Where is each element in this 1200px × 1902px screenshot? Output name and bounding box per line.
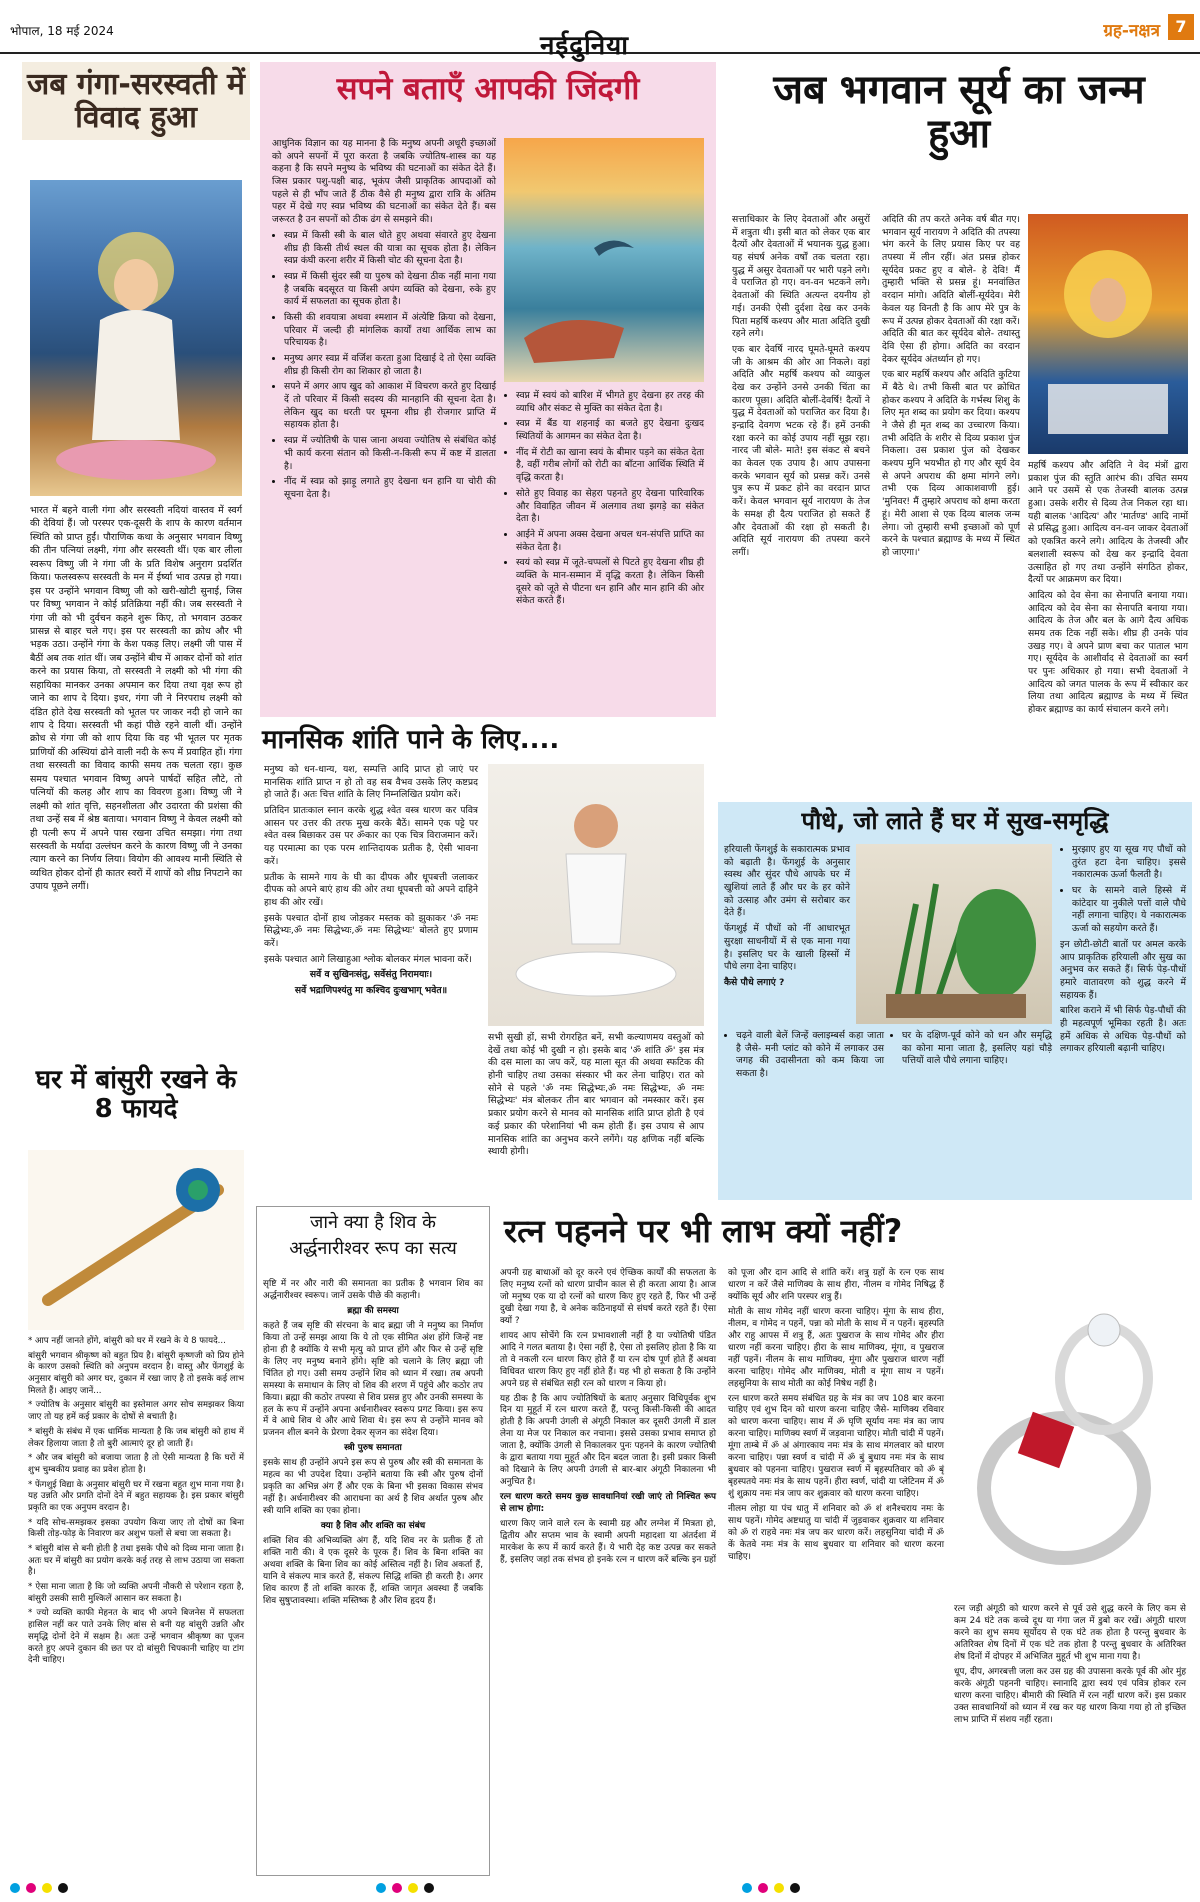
list-item: • मनुष्य अगर स्वप्न में वर्जिश करता हुआ दिखाई दे तो ऐसा व्यक्ति शीघ्र ही किसी रोग का शिकार हो जाता है।: [284, 353, 496, 378]
ratna-article: [494, 1206, 1192, 1874]
shiv-para: सृष्टि में नर और नारी की समानता का प्रतीक है भगवान शिव का अर्द्धनारीश्वर स्वरूप। जानें उसके पीछे की कहानी।: [263, 1279, 483, 1301]
ring-image: [954, 1268, 1186, 1598]
shanti-para: प्रतीक के सामने गाय के घी का दीपक और धूपबत्ती जलाकर दीपक को अपने बाएं हाथ की ओर तथा धूपबत्ती को अपने दाहिने हाथ की ओर रखें।: [264, 871, 478, 908]
section-name: ग्रह-नक्षत्र: [1103, 21, 1160, 41]
register-dot: [742, 1883, 752, 1893]
paudhe-headline: पौधे, जो लाते हैं घर में सुख-समृद्धि: [801, 807, 1109, 835]
shanti-para: मनुष्य को धन-धान्य, यश, सम्पत्ति आदि प्राप्त हो जाएं पर मानसिक शांति प्राप्त न हो तो वह सब वैभव उसके लिए कष्टप्रद हो जाते हैं। अतः चित्त शांति के लिए निम्नलिखित प्रयोग करें।: [264, 764, 478, 801]
shanti-para: इसके पश्चात दोनों हाथ जोड़कर मस्तक को झुकाकर 'ॐ नमः सिद्धेभ्यः,ॐ नमः सिद्धेभ्यः,ॐ नमः सिद्धेभ्यः' बोलते हुए प्रणाम करें।: [264, 912, 478, 949]
list-item: • मुरझाए हुए या सूख गए पौधों को तुरंत हटा देना चाहिए। इससे नकारात्मक ऊर्जा फैलती है।: [1072, 844, 1186, 882]
surya-para: महर्षि कश्यप और अदिति ने वेद मंत्रों द्वारा प्रकाश पुंज की स्तुति आरंभ की। उचित समय आने पर उसमें से एक तेजस्वी बालक उत्पन्न हुआ। उसके शरीर से दिव्य तेज निकल रहा था। यही बालक 'आदित्य' और 'मार्तण्ड' आदि नामों से प्रसिद्ध हुआ। आदित्य वन-वन जाकर देवताओं को एकत्रित करने लगे। आदित्य के तेजस्वी और बलशाली स्वरूप को देख कर इन्द्रादि देवता उत्साहित हो गए तथा उन्होंने संगठित होकर, दैत्यों पर आक्रमण कर दिया।: [1028, 460, 1188, 586]
paudhe-para: बारिश कराने में भी सिर्फ पेड़-पौधों की ही महत्वपूर्ण भूमिका रहती है। अतः हमें अधिक से अधिक पेड़-पौधों को लगाकर हरियाली बढ़ानी चाहिए।: [1060, 1005, 1186, 1055]
plants-image: [856, 844, 1052, 1024]
surya-para: एक बार देवर्षि नारद घूमते-घूमते कश्यप जी के आश्रम की ओर आ निकले। वहां अदिति और महर्षि कश्यप को व्याकुल देख कर उन्होंने उनसे उनकी चिंता का कारण पूछा। अदिति बोलीं-देवर्षि! दैत्यों ने युद्ध में देवताओं को पराजित कर दिया है। इन्द्रादि देवगण भटक रहे हैं। हमें उनकी रक्षा करने का कोई उपाय नहीं सूझ रहा। नारद जी बोले- माते! इस संकट से बचने का केवल एक उपाय है। आप उपासना करके भगवान सूर्य को प्रसन्न करें। उनसे पुत्र रूप में प्रकट होने का वरदान प्राप्त करें। केवल भगवान सूर्य नारायण के तेज के समक्ष ही दैत्य पराजित हो सकते हैं और देवताओं की रक्षा हो सकती है। अदिति सूर्य नारायण की तपस्या करने लगीं।: [732, 343, 870, 558]
registration-bar: [0, 1878, 1200, 1900]
list-item: • नींद में रोटी का खाना स्वयं के बीमार पड़ने का संकेत देता है, वहीं गरीब लोगों को रोटी का बाँटना आर्थिक स्थिति में वृद्धि करता है।: [516, 447, 704, 485]
surya-para: अदिति की तप करते अनेक वर्ष बीत गए। भगवान सूर्य नारायण ने अदिति की तपस्या भंग करने के लिए प्रयास किए पर वह तपस्या में लीन रहीं। अंत प्रसन्न होकर सूर्यदेव प्रकट हुए व बोले- हे देवि! मैं तुम्हारी भक्ति से प्रसन्न हूं। मनवांछित वरदान मांगो। अदिति बोलीं-सूर्यदेव। मेरी केवल यह विनती है कि आप मेरे पुत्र के रूप में उत्पन्न होकर देवताओं की रक्षा करें। अदिति की बात कर सूर्यदेव बोले- तथास्तु देवि ऐसा ही होगा। अदिति का वरदान देकर सूर्यदेव अंतर्ध्यान हो गए।: [882, 214, 1020, 365]
ratna-para: अपनी ग्रह बाधाओं को दूर करने एवं ऐच्छिक कार्यों की सफलता के लिए मनुष्य रत्नों को धारण प्राचीन काल से ही करता आया है। आज जो मनुष्य एक या दो रत्नों को धारण किए हुए रहते हैं, फिर भी उन्हें दुखी देखा गया है, वे अनेक कठिनाइयों से संघर्ष करते रहते हैं। ऐसा क्यों ?: [500, 1268, 716, 1326]
shiv-para: शक्ति शिव की अभिव्यक्ति अंग हैं, यदि शिव नर के प्रतीक हैं तो शक्ति नारी की। वे एक दूसरे के पूरक हैं। शिव के बिना शक्ति का अथवा शक्ति के बिना शिव का कोई अस्तित्व नहीं है। शिव अकर्ता हैं, यानि वे संकल्प मात्र करते हैं, संकल्प सिद्धि शक्ति ही करती है। अगर शिव कारण हैं तो शक्ति कारक हैं, शक्ति जागृत अवस्था हैं जबकि शिव सुषुप्तावस्था। शक्ति मस्तिष्क है और शिव हृदय हैं।: [263, 1536, 483, 1606]
flute-icon: [28, 1150, 244, 1330]
masthead: [0, 0, 1200, 61]
list-item: • स्वयं को स्वप्न में जूते-चप्पलों से पिटते हुए देखना शीघ्र ही व्यक्ति के मान-सम्मान में वृद्धि करता है। लेकिन किसी दूसरे को जूते से पीटना धन हानि और मान हानि की ओर संकेत करते हैं।: [516, 557, 704, 608]
shiv-subhead: क्या है शिव और शक्ति का संबंध: [320, 1521, 426, 1532]
paudhe-subhead: कैसे पौधे लगाएं ?: [724, 976, 785, 988]
register-dot: [392, 1883, 402, 1893]
flute-image: [28, 1150, 244, 1330]
paudhe-article: [718, 802, 1192, 1200]
list-item: • किसी की शवयात्रा अथवा श्मशान में अंत्येष्टि क्रिया को देखना, परिवार में जल्दी ही मांगलिक कार्यों तथा आर्थिक लाभ का परिचायक है।: [284, 312, 496, 350]
register-dot: [376, 1883, 386, 1893]
sapne-article: [260, 62, 716, 717]
ratna-para: रत्न धारण करते समय संबंधित ग्रह के मंत्र का जप 108 बार करना चाहिए एवं शुभ दिन को धारण करना चाहिए जैसे- माणिक्य रविवार को धारण करना चाहिए। साथ में ॐ घृणि सूर्याय नमः मंत्र का जाप करना चाहिए। माणिक्य स्वर्ण में जड़वाना चाहिए। मोती चांदी में पहनें। मूंगा ताम्बे में ॐ अं अंगारकाय नमः मंत्र के साथ मंगलवार को धारण करना चाहिए। पन्ना स्वर्ण व चांदी में ॐ बुं बुधाय नमः मंत्र के साथ बुधवार को पहनना चाहिए। पुखराज स्वर्ण में बृहस्पतिवार को ॐ बृं बृहस्पतये नमः मंत्र के साथ पहनें। हीरा स्वर्ण, चांदी या प्लेटिनम में ॐ शुं शुक्राय नमः मंत्र जाप कर शुक्रवार को धारण करना चाहिए।: [728, 1393, 944, 1500]
ratna-para: मोती के साथ गोमेद नहीं धारण करना चाहिए। मूंगा के साथ हीरा, नीलम, व गोमेद न पहनें, पन्ना को मोती के साथ में न पहनें। बृहस्पति और राहु आपस में शत्रु हैं, अतः पुखराज के साथ गोमेद और हीरा धारण नहीं करना चाहिए। हीरा के साथ माणिक्य, मूंगा, व पुखराज नहीं पहनें। नीलम के साथ माणिक्य, मूंगा और पुखराज धारण नहीं करना चाहिए। गोमेद और माणिक्य, मोती व मूंगा साथ न पहनें। लहसुनिया के साथ मोती का कोई निषेध नहीं है।: [728, 1306, 944, 1389]
register-dot: [58, 1883, 68, 1893]
list-item: • आईने में अपना अक्स देखना अचल धन-संपत्ति प्राप्ति का संकेत देता है।: [516, 529, 704, 554]
shloka-line: सर्वे व सुखिनःसंतु, सर्वेसंतु निरामयाः।: [309, 969, 433, 981]
shanti-para: सभी सुखी हों, सभी रोगरहित बनें, सभी कल्याणमय वस्तुओं को देखें तथा कोई भी दुखी न हो। इसके बाद 'ॐ शांति ॐ' इस मंत्र की दस माला का जप करें, यह माला सूत की अथवा स्फटिक की होनी चाहिए तथा उसका संस्कार भी कर लेना चाहिए। रात को सोने से पहले 'ॐ नमः सिद्धेभ्यः,ॐ नमः सिद्धेभ्यः, ॐ नमः सिद्धेभ्यः' मंत्र बोलकर तीन बार भगवान को नमस्कार करें। इस प्रकार प्रयोग करने से मानव को मानसिक शांति प्राप्त होती है एवं कई प्रकार की परेशानियां भी कम होती हैं। इस उपाय से आप मानसिक शांति का अनुभव करने लगेंगे। यह क्षणिक नहीं बल्कि स्थायी होगी।: [488, 1032, 704, 1158]
register-dot: [10, 1883, 20, 1893]
ratna-para: नीलम लोहा या पंच धातु में शनिवार को ॐ शं शनैश्चराय नमः के साथ पहनें। गोमेद अष्टधातु या चांदी में जुड़वाकर शुक्रवार या शनिवार को ॐ रां राहवे नमः मंत्र जप कर धारण करें। लहसुनिया चांदी में ॐ कें केतवे नमः मंत्र के साथ बुधवार या शनिवार को धारण करना चाहिए।: [728, 1504, 944, 1562]
list-item: • स्वप्न में किसी स्त्री के बाल धोते हुए अथवा संवारते हुए देखना शीघ्र ही किसी तीर्थ स्थल की यात्रा का सूचक होता है। लेकिन स्वप्न कंघी करना शरीर में किसी चोट की सूचना देता है।: [284, 230, 496, 268]
shiv-headline-line2: अर्द्धनारीश्वर रूप का सत्य: [289, 1237, 457, 1259]
ratna-para: रत्न जड़ी अंगूठी को धारण करने से पूर्व उसे शुद्ध करने के लिए कम से कम 24 घंटे तक कच्चे दूध या गंगा जल में डुबो कर रखें। अंगूठी धारण करने का शुभ समय सूर्योदय से एक घंटे तक होता है परन्तु बुधवार के अतिरिक्त शेष दिनों में एक घंटे तक होता है परन्तु बुधवार के अतिरिक्त शेष दिनों में दोपहर में अभिजित मुहूर्त भी शुभ माना गया है।: [954, 1604, 1186, 1662]
dream-painting: [504, 138, 704, 382]
list-item: • चढ़ने वाली बेलें जिन्हें क्लाइम्बर्स कहा जाता है जैसे- मनी प्लांट को कोने में लगाकर उस जगह की उदासीनता को कम किया जा सकता है।: [736, 1030, 884, 1081]
surya-para: आदित्य को देव सेना का सेनापति बनाया गया। आदित्य को देव सेना का सेनापति बनाया गया। आदित्य के तेज और बल के आगे दैत्य अधिक समय तक टिक नहीं सके। शीघ्र ही उनके पांव उखड़ गए। वे अपने प्राण बचा कर पाताल भाग गए। सूर्यदेव के आशीर्वाद से देवताओं का स्वर्ग पर पुनः अधिकार हो गया। सभी देवताओं ने आदित्य को जगत पालक के रूप में स्वीकार कर लिया तथा आदित्य ब्रह्माण्ड के मध्य में स्थित होकर ब्रह्माण्ड का कार्य संचालन करने लगे।: [1028, 589, 1188, 716]
ganga-article: [22, 62, 250, 1057]
shanti-para: इसके पश्चात आगे लिखाहुआ श्लोक बोलकर मंगल भावना करें।: [264, 953, 472, 965]
list-item: * बांसुरी के संबंध में एक धार्मिक मान्यता है कि जब बांसुरी को हाथ में लेकर हिलाया जाता है तो बुरी आत्माएं दूर हो जाती हैं।: [28, 1426, 244, 1449]
sun-god-icon: [1028, 214, 1188, 454]
plant-icon: [856, 844, 1052, 1024]
page-number: 7: [1168, 14, 1194, 40]
ratna-subhead: रत्न धारण करते समय कुछ सावधानियां रखी जाएं तो निश्चित रूप से लाभ होगा:: [500, 1492, 716, 1515]
register-dot: [790, 1883, 800, 1893]
saraswati-image: [30, 180, 242, 496]
list-item: • स्वप्न में किसी सुंदर स्त्री या पुरुष को देखना ठीक नहीं माना गया है जबकि बदसूरत या किसी अपंग व्यक्ति को देखना, रुके हुए कार्य में सफलता का सूचक होता है।: [284, 271, 496, 309]
surya-para: सत्ताधिकार के लिए देवताओं और असुरों में शत्रुता थी। इसी बात को लेकर एक बार दैत्यों और देवताओं में भयानक युद्ध हुआ। यह संघर्ष अनेक वर्षों तक चलता रहा। युद्ध में असुर देवताओं पर भारी पड़ने लगे। वे पराजित हो गए। वन-वन भटकने लगे। देवताओं की स्थिति अत्यन्त दयनीय हो गई। उनकी ऐसी दुर्दशा देख कर उनके पिता महर्षि कश्यप और माता अदिति दुखी रहने लगे।: [732, 214, 870, 340]
list-item: • स्वप्न में ज्योतिषी के पास जाना अथवा ज्योतिष से संबंधित कोई भी कार्य करना संतान को किसी-न-किसी रूप में कष्ट में डालता है।: [284, 435, 496, 473]
shiv-headline-line1: जाने क्या है शिव के: [310, 1212, 436, 1233]
list-item: * आप नहीं जानते होंगे, बांसुरी को घर में रखने के ये 8 फायदे...: [28, 1336, 226, 1346]
shiv-para: कहते हैं जब सृष्टि की संरचना के बाद ब्रह्मा जी ने मनुष्य का निर्माण किया तो उन्हें समझ आया कि ये तो एक सीमित अंश होंगे जिन्हें नष्ट होना ही है क्योंकि ये सभी मृत्यु को प्राप्त होंगे और फिर से उन्हें सृष्टि के लिए नए मनुष्य बनाने होंगे। सृष्टि को चलाने के लिए ब्रह्मा जी चिंतित हो गए। उसी समय उन्होंने शिव को ध्यान में रखा। तब अपनी समस्या के समाधान के लिए वो शिव की शरण में पहुंचे और कठोर तप किया। ब्रह्मा की कठोर तपस्या से शिव प्रसन्न हुए और उनकी समस्या के हल के रूप में उन्होंने अपना अर्धनारीश्वर स्वरूप प्रगट किया। इस रूप में वे आधे शिव थे और आधे शिवा थे। इस रूप से उन्होंने मानव को प्रजनन शील बनने के प्रेरणा देकर सृजन का संदेश दिया।: [263, 1320, 483, 1439]
ganga-body: भारत में बहने वाली गंगा और सरस्वती नदियां वास्तव में स्वर्ग की देवियां हैं। जो परस्पर एक-दूसरी के शाप के कारण वर्तमान स्थिति को प्राप्त हुईं। पौराणिक कथा के अनुसार भगवान विष्णु की तीन पत्नियां लक्ष्मी, गंगा और सरस्वती थीं। एक बार लीला स्वरूप विष्णु जी ने गंगा जी के प्रति विशेष अनुराग प्रदर्शित किया। फलस्वरूप सरस्वती के मन में ईर्ष्या भाव उत्पन्न हो गया। इस पर उन्होंने भगवान विष्णु जी को खरी-खोटी सुनाई, जिस पर विष्णु भगवान ने कोई प्रतिक्रिया नहीं की। जब सरस्वती ने गंगा जी को भी दुर्वचन कहने शुरू किए, तो भगवान उठकर प्रासन्न से बाहर चले गए। इस पर सरस्वती का क्रोध और भी भड़क उठा। उन्होंने गंगा के केश पकड़ लिए। लक्ष्मी जी पास में बैठीं अब तक शांत थीं। जब उन्होंने बीच में आकर दोनों को शांत करने का प्रयास किया, तो सरस्वती ने लक्ष्मी को भी गंगा की सहायिका मानकर उनका अपमान कर दिया तथा वृक्ष रूप हो जाने का शाप दे दिया। इधर, गंगा जी ने निरपराध लक्ष्मी को दंडित होते देख सरस्वती को भूतल पर जाकर नदी हो जाने का शाप दे दिया। सरस्वती भी कहां पीछे रहने वाली थीं। उन्होंने क्रोध से गंगा जी को शाप दिया कि वह भी भूतल पर मृतक प्राणियों की अस्थियां ढोने वाली नदी के रूप में प्रवाहित हों। गंगा तथा सरस्वती का विवाद काफी समय तक चलता रहा। कुछ समय पश्चात भगवान विष्णु अपने पार्षदों सहित लौटे, तो पत्नियों की कलह और शाप का विवरण हुआ। विष्णु जी ने लक्ष्मी को शांत वृत्ति, सहनशीलता और उदारता की प्रशंसा की तथा उन्हें सब में श्रेष्ठ बताया। भगवान विष्णु ने केवल लक्ष्मी को ही पत्नी रूप में अपने पास रखना उचित समझा। गंगा तथा सरस्वती के मर्यादा उल्लंघन करने के कारण विष्णु जी ने उनका त्याग करने का निर्णय लिया। वियोग की आवश्य मानी स्थिति से व्यथित होकर दोनों ही कातर स्वरों में शापों को शीघ्र निपटाने का उपाय पूछने लगीं।: [30, 505, 242, 893]
list-item: * ऐसा माना जाता है कि जो व्यक्ति अपनी नौकरी से परेशान रहता है, बांसुरी उसकी सारी मुश्किलें आसान कर सकता है।: [28, 1582, 244, 1604]
shanti-article: [258, 722, 710, 1200]
register-dot: [26, 1883, 36, 1893]
list-item: • स्वप्न में स्वयं को बारिश में भीगते हुए देखना हर तरह की व्याधि और संकट से मुक्ति का संकेत देता है।: [516, 390, 704, 415]
register-dot: [408, 1883, 418, 1893]
shanti-headline: मानसिक शांति पाने के लिए....: [262, 725, 560, 755]
list-item: • सपने में अगर आप खुद को आकाश में विचरण करते हुए दिखाई दें तो परिवार में किसी सदस्य की मानहानि की सूचना देता है। लेकिन खुद का धरती पर घूमना शीघ्र ही रोजगार प्राप्ति में सहायक होता है।: [284, 381, 496, 432]
shiv-headline: [257, 1207, 489, 1265]
list-item: * ज्यो व्यक्ति काफी मेहनत के बाद भी अपने बिजनेस में सफलता हासिल नहीं कर पाते उनके लिए बांस से बनी यह बांसुरी उन्नति और समृद्धि दोनों देने में सक्षम है। अतः उन्हें भगवान श्रीकृष्ण का पूजन करते हुए अपने दुकान की छत पर दो बांसुरी चिपकानी चाहिए या टांग देनी चाहिए।: [28, 1608, 244, 1666]
paudhe-para: फेंगशुई में पौधों को नीं आधारभूत सुरक्षा साधनीयों में से एक माना गया है। इसलिए घर के खाली हिस्सों में पौधे लगा देना चाहिए।: [724, 923, 850, 973]
register-dot: [774, 1883, 784, 1893]
register-dot: [424, 1883, 434, 1893]
list-item: * यदि सोच-समझकर इसका उपयोग किया जाए तो दोषों का बिना किसी तोड़-फोड़ के निवारण कर अशुभ फलों से बचा जा सकता है।: [28, 1517, 244, 1540]
ratna-para: शायद आप सोचेंगे कि रत्न प्रभावशाली नहीं है या ज्योतिषी पंडित आदि ने गलत बताया है। ऐसा नहीं है, ऐसा तो इसलिए होता है कि या तो वे नकली रत्न धारण किए होते हैं या रत्न दोष पूर्ण होते हैं अथवा विधिवत धारण किए हुए नहीं होते हैं। यह भी हो सकता है कि उन्होंने अपने ग्रह से संबंधित सही रत्न को धारण न किया हो।: [500, 1330, 716, 1389]
dolphin-icon: [504, 138, 704, 382]
list-item: • घर के दक्षिण-पूर्व कोने को धन और समृद्धि का कोना माना जाता है, इसलिए यहां चौड़े पत्तियों वाले पौधे लगाना चाहिए।: [902, 1030, 1052, 1068]
list-item: • नींद में स्वप्न को झाड़ू लगाते हुए देखना धन हानि या चोरी की सूचना देता है।: [284, 476, 496, 501]
shiv-article: [256, 1206, 490, 1876]
ratna-para: धारण किए जाने वाले रत्न के स्वामी ग्रह और लग्नेश में मित्रता हो, द्वितीय और सप्तम भाव के स्वामी अपनी महादशा या अंतर्दशा में मारकेश के रूप में कार्य करते हैं। ये भारी देह कष्ट उत्पन्न कर सकते हैं, इसलिए जहां तक संभव हो इनके रत्न न धारण करें बल्कि इन ग्रहों को पूजा और दान आदि से शांति करें। शत्रु ग्रहों के रत्न एक साथ धारण न करें जैसे माणिक्य के साथ हीरा, नीलम व गोमेद निषिद्ध हैं क्योंकि सूर्य और शनि परस्पर शत्रु हैं।: [500, 1268, 944, 1565]
list-item: • घर के सामने वाले हिस्से में कांटेदार या नुकीले पत्तों वाले पौधे नहीं लगाना चाहिए। ये नकारात्मक ऊर्जा को सहयोग करते हैं।: [1072, 885, 1186, 936]
list-item: * फेंगशुई विद्या के अनुसार बांसुरी घर में रखना बहुत शुभ माना गया है। यह उन्नति और प्रगति दोनों देने में बहुत सहायक है। इस प्रकार बांसुरी प्रकृति का एक अनुपम वरदान है।: [28, 1479, 244, 1513]
sapne-headline: सपने बताएँ आपकी जिंदगी: [336, 71, 640, 107]
gem-ring-icon: [954, 1268, 1186, 1598]
list-item: * बांसुरी बांस से बनी होती है तथा इसके पौधे को दिव्य माना जाता है। अतः घर में बांसुरी का प्रयोग करके कई तरह से लाभ उठाया जा सकता है।: [28, 1544, 244, 1578]
goddess-icon: [30, 180, 242, 496]
paudhe-para: इन छोटी-छोटी बातों पर अमल करके आप प्राकृतिक हरियाली और सुख का अनुभव कर सकते हैं। सिर्फ पेड़-पौधों हमारे वातावरण को शुद्ध करने में सहायक हैं।: [1060, 938, 1186, 1001]
shiv-subhead: ब्रह्मा की समस्या: [347, 1305, 399, 1316]
newspaper-logo: नईदुनिया: [540, 31, 629, 61]
register-dot: [42, 1883, 52, 1893]
surya-headline: जब भगवान सूर्य का जन्म हुआ: [773, 67, 1145, 157]
ratna-headline: रत्न पहनने पर भी लाभ क्यों नहीं?: [504, 1212, 903, 1250]
edition-date: भोपाल, 18 मई 2024: [10, 24, 114, 38]
list-item: * ज्योतिष के अनुसार बांसुरी का इस्तेमाल अगर सोच समझकर किया जाए तो यह हमें कई प्रकार के दोषों से बचाती है।: [28, 1400, 244, 1423]
list-item: बांसुरी भगवान श्रीकृष्ण को बहुत प्रिय है। बांसुरी कृष्णजी को प्रिय होने के कारण उसको स्थिति को अनुपम वरदान है। वास्तु और फेंगशुई के अनुसार बांसुरी को अगर घर, दुकान में रखा जाए है तो इसके कई लाभ मिलते हैं। आइए जानें...: [28, 1350, 244, 1396]
yoga-icon: [488, 764, 704, 1026]
shloka-line: सर्वे भद्राणिपश्यंतु मा कश्चिद दुःखभाग् भवेत॥: [294, 985, 448, 996]
bansuri-article: [22, 1062, 250, 1874]
register-dot: [758, 1883, 768, 1893]
ratna-para: यह ठीक है कि आप ज्योतिषियों के बताए अनुसार विधिपूर्वक शुभ दिन या मुहूर्त में रत्न धारण करते हैं, परन्तु किसी-किसी की आदत होती है कि अपनी उंगली से अंगूठी निकाल कर दूसरी उंगली में डाल लेना या मेज पर निकाल कर नचाना। इससे उसका प्रभाव समाप्त हो जाता है, क्योंकि उंगली से निकालकर पुनः पहनने के कारण ज्योतिषी के द्वारा बताया गया मुहूर्त और दिन बदल जाता है। इसी प्रकार किसी को दिखाने के लिए अपनी उंगली से बार-बार अंगूठी निकालना भी अनुचित है।: [500, 1393, 716, 1488]
shiv-para: इसके साथ ही उन्होंने अपने इस रूप से पुरुष और स्त्री की समानता के महत्व का भी उपदेश दिया। उन्होंने बताया कि स्त्री और पुरुष दोनों प्रकृति का अभिन्न अंग हैं और एक के बिना भी इसका विकास संभव नहीं है। अर्धनारीश्वर की आराधना का अर्थ है शिव अर्थात पुरुष और स्त्री यानि शक्ति का एका होना।: [263, 1458, 483, 1517]
paudhe-para: हरियाली फेंगशुई के सकारात्मक प्रभाव को बढ़ाती है। फेंगशुई के अनुसार स्वस्थ और सुंदर पौधे आपके घर में खुशियां लाते हैं और घर के हर कोने को उत्साह और उमंग से सरोबार कर देते हैं।: [724, 844, 850, 919]
meditation-image: [488, 764, 704, 1026]
surya-article: [726, 62, 1192, 797]
shanti-para: प्रतिदिन प्रातःकाल स्नान करके शुद्ध श्वेत वस्त्र धारण कर पवित्र आसन पर उत्तर की तरफ मुख करके बैठें। सामने एक पट्टे पर श्वेत वस्त्र बिछाकर उस पर ॐकार का एक चित्र विराजमान करें। यह परमात्मा का एक परम शान्तिदायक प्रतीक है, ऐसी भावना करें।: [264, 805, 478, 867]
ganga-headline: जब गंगा-सरस्वती में विवाद हुआ: [22, 62, 250, 140]
ratna-para: धूप, दीप, अगरबत्ती जला कर उस ग्रह की उपासना करके पूर्व की ओर मुंह करके अंगूठी पहननी चाहिए। स्नानादि द्वारा स्वयं एवं पवित्र होकर रत्न धारण करना चाहिए। बीमारी की स्थिति में रत्न नहीं धारण करें। इस प्रकार उक्त सावधानियों को ध्यान में रख कर यह धारण किया गया हो तो इच्छित लाभ प्राप्ति में संशय नहीं रहता।: [954, 1666, 1186, 1725]
sapne-intro: आधुनिक विज्ञान का यह मानना है कि मनुष्य अपनी अधूरी इच्छाओं को अपने सपनों में पूरा करता है जबकि ज्योतिष-शास्त्र का यह कहना है कि सपने मनुष्य के भविष्य की घटनाओं का संकेत देते हैं। जिस प्रकार पशु-पक्षी बाढ़, भूकंप जैसी प्राकृतिक आपदाओं को पहले से ही भाँप जाते हैं ठीक वैसे ही मनुष्य द्वारा रात्रि के अंतिम पहर में देखे गए स्वप्न भविष्य की घटनाओं का संकेत देते हैं। बस जरूरत है उन सपनों को ठीक ढंग से समझने की।: [272, 138, 496, 226]
list-item: • स्वप्न में बैंड या शहनाई का बजते हुए देखना दुःखद स्थितियों के आगमन का संकेत देता है।: [516, 418, 704, 443]
list-item: * और जब बांसुरी को बजाया जाता है तो ऐसी मान्यता है कि घरों में शुभ चुम्बकीय प्रवाह का प्रवेश होता है।: [28, 1453, 244, 1475]
shiv-subhead: स्त्री पुरुष समानता: [344, 1443, 402, 1454]
list-item: • सोते हुए विवाह का सेहरा पहनते हुए देखना पारिवारिक और विवाहित जीवन में अलगाव तथा झगड़े का संकेत देता है।: [516, 488, 704, 526]
surya-para: एक बार महर्षि कश्यप और अदिति कुटिया में बैठे थे। तभी किसी बात पर क्रोधित होकर कश्यप ने अदिति के गर्भस्थ शिशु के लिए मृत शब्द का प्रयोग कर दिया। कश्यप ने जैसे ही मृत शब्द का उच्चारण किया। तभी अदिति के शरीर से दिव्य प्रकाश पुंज निकला। उस प्रकाश पुंज को देखकर कश्यप मुनि भयभीत हो गए और सूर्य देव से अपने अपराध की क्षमा मांगने लगे। तभी एक दिव्य आकाशवाणी हुई। 'मुनिवर! मैं तुम्हारे अपराध को क्षमा करता हूं। मेरी आशा से एक दिव्य बालक जन्म लेगा। जो तुम्हारी सभी इच्छाओं को पूर्ण करने के पश्चात ब्रह्माण्ड के मध्य में स्थित हो जाएगा।': [882, 369, 1020, 558]
bansuri-headline: घर में बांसुरी रखने के 8 फायदे: [35, 1065, 237, 1124]
surya-image: [1028, 214, 1188, 454]
